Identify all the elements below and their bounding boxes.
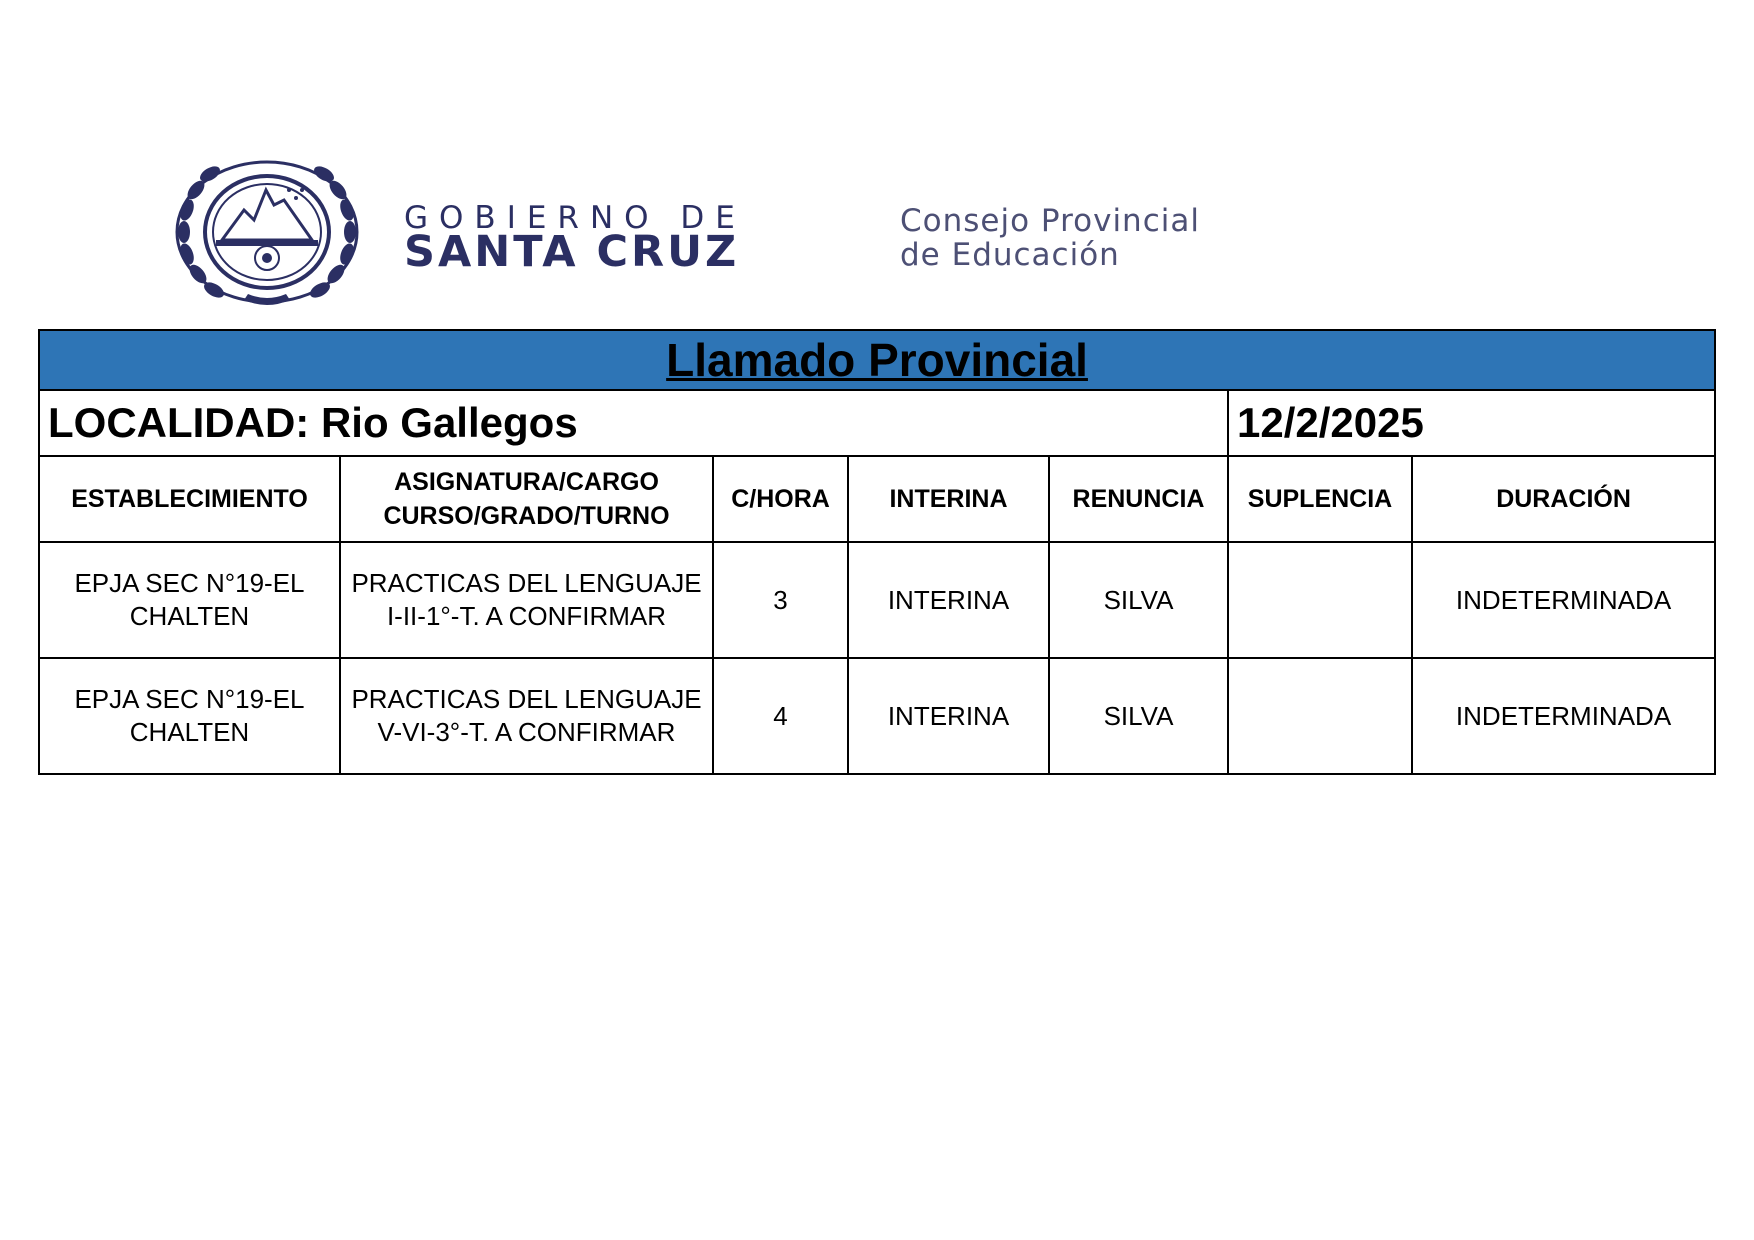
- cell-renuncia: SILVA: [1049, 542, 1228, 658]
- cell-chora: 3: [713, 542, 848, 658]
- col-header-suplencia: SUPLENCIA: [1228, 456, 1412, 542]
- cell-asignatura: PRACTICAS DEL LENGUAJE I-II-1°-T. A CONFIRMAR: [340, 542, 713, 658]
- cell-duracion: INDETERMINADA: [1412, 542, 1715, 658]
- council-name: [900, 204, 1200, 272]
- col-header-asignatura-line2: CURSO/GRADO/TURNO: [383, 502, 670, 530]
- cell-duracion: INDETERMINADA: [1412, 658, 1715, 774]
- cell-suplencia: [1228, 542, 1412, 658]
- col-header-interina: INTERINA: [848, 456, 1049, 542]
- column-header-row: [39, 456, 1715, 542]
- cell-chora: 4: [713, 658, 848, 774]
- locality-label: LOCALIDAD: Rio Gallegos: [39, 390, 1228, 456]
- cell-suplencia: [1228, 658, 1412, 774]
- document-header: [0, 0, 1754, 330]
- government-name-line2: SANTA CRUZ: [404, 227, 740, 277]
- col-header-renuncia: RENUNCIA: [1049, 456, 1228, 542]
- col-header-chora: C/HORA: [713, 456, 848, 542]
- col-header-asignatura: [340, 456, 713, 542]
- cell-interina: INTERINA: [848, 542, 1049, 658]
- council-name-line1: Consejo Provincial: [900, 203, 1200, 239]
- table-row: [39, 658, 1715, 774]
- cell-renuncia: SILVA: [1049, 658, 1228, 774]
- call-table: [38, 329, 1716, 775]
- col-header-asignatura-line1: ASIGNATURA/CARGO: [394, 468, 659, 496]
- government-name-line1: GOBIERNO DE: [404, 200, 746, 236]
- document-title: Llamado Provincial: [39, 330, 1715, 390]
- cell-establecimiento: EPJA SEC N°19-EL CHALTEN: [39, 542, 340, 658]
- cell-interina: INTERINA: [848, 658, 1049, 774]
- cell-asignatura: PRACTICAS DEL LENGUAJE V-VI-3°-T. A CONFIRMAR: [340, 658, 713, 774]
- table-row: [39, 542, 1715, 658]
- col-header-duracion: DURACIÓN: [1412, 456, 1715, 542]
- council-name-line2: de Educación: [900, 237, 1120, 273]
- title-row: [39, 330, 1715, 390]
- santa-cruz-seal-icon: [174, 160, 360, 310]
- document-date: 12/2/2025: [1228, 390, 1715, 456]
- col-header-establecimiento: ESTABLECIMIENTO: [39, 456, 340, 542]
- locality-row: [39, 390, 1715, 456]
- cell-establecimiento: EPJA SEC N°19-EL CHALTEN: [39, 658, 340, 774]
